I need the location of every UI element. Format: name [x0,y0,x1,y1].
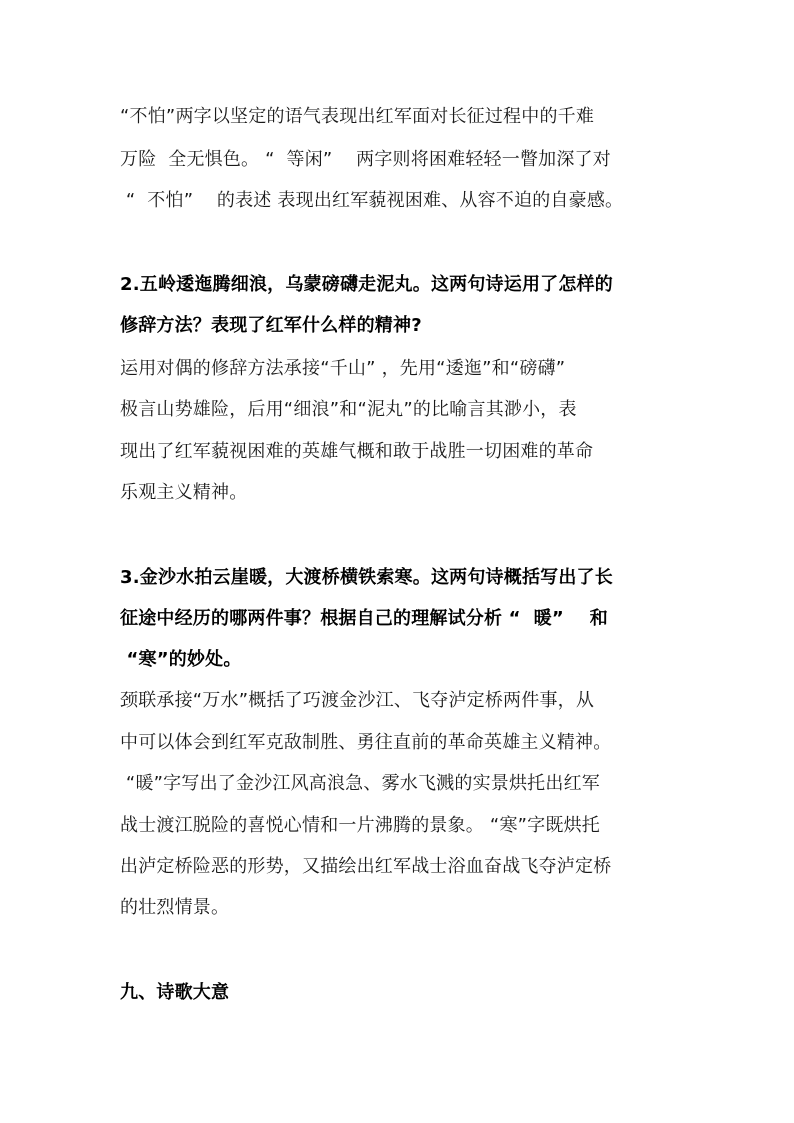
answer-3-line-2: 中可以体会到红军克敌制胜、勇往直前的革命英雄主义精神。 [120,732,612,753]
paragraph-1-line-3: “ 不怕” 的表述 表现出红军藐视困难、从容不迫的自豪感。 [120,190,624,211]
paragraph-1-line-1: “不怕”两字以坚定的语气表现出红军面对长征过程中的千难 [120,106,595,127]
answer-2-line-1: 运用对偶的修辞方法承接“千山” ，先用“逶迤”和“磅礴” [120,358,566,379]
question-2-line-2: 修辞方法？表现了红军什么样的精神? [120,315,422,336]
answer-2-line-3: 现出了红军藐视困难的英雄气概和敢于战胜一切困难的革命 [120,441,594,462]
answer-3-line-5: 出泸定桥险恶的形势，又描绘出红军战士浴血奋战飞夺泸定桥 [120,856,612,877]
answer-3-line-1: 颈联承接“万水”概括了巧渡金沙江、飞夺泸定桥两件事，从 [120,690,595,711]
question-3-line-2: 征途中经历的哪两件事？根据自己的理解试分析 “ 暖” 和 [120,608,608,629]
question-3-line-1: 3.金沙水拍云崖暖，大渡桥横铁索寒。这两句诗概括写出了长 [120,567,613,588]
question-3-line-3: “寒”的妙处。 [120,649,242,670]
answer-2-line-2: 极言山势雄险，后用“细浪”和“泥丸”的比喻言其渺小，表 [120,399,577,420]
question-2-line-1: 2.五岭逶迤腾细浪，乌蒙磅礴走泥丸。这两句诗运用了怎样的 [120,274,613,295]
answer-3-line-4: 战士渡江脱险的喜悦心情和一片沸腾的景象。 “寒”字既烘托 [120,815,600,836]
paragraph-1-line-2: 万险 全无惧色。 “ 等闲” 两字则将困难轻轻一瞥加深了对 [120,149,611,170]
answer-2-line-4: 乐观主义精神。 [120,482,248,503]
answer-3-line-6: 的壮烈情景。 [120,897,230,918]
answer-3-line-3: “暖”字写出了金沙江风高浪急、雾水飞溅的实景烘托出红军 [120,773,600,794]
section-9-heading: 九、诗歌大意 [120,982,230,1003]
